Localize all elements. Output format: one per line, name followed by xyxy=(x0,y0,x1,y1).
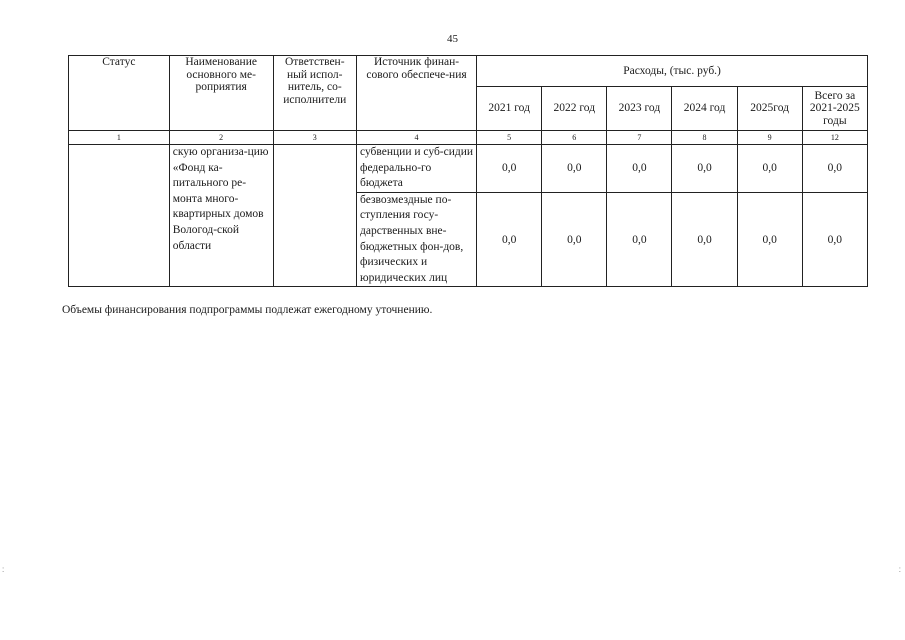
edge-mark-left: : xyxy=(2,565,5,574)
header-total: Всего за 2021-2025 годы xyxy=(802,87,867,131)
funding-source-cell: субвенции и суб-сидии федерально-го бюджета xyxy=(357,145,477,193)
value-cell: 0,0 xyxy=(477,145,542,193)
value-cell: 0,0 xyxy=(737,145,802,193)
column-number: 4 xyxy=(357,131,477,145)
header-year-2022: 2022 год xyxy=(542,87,607,131)
value-cell: 0,0 xyxy=(802,145,867,193)
responsible-cell xyxy=(273,145,356,287)
value-cell: 0,0 xyxy=(607,145,672,193)
header-year-2024: 2024 год xyxy=(672,87,737,131)
edge-mark-right: : xyxy=(898,565,901,574)
value-cell: 0,0 xyxy=(477,192,542,287)
header-event-name: Наименование основного ме-роприятия xyxy=(169,56,273,131)
header-year-2025: 2025год xyxy=(737,87,802,131)
header-year-2023: 2023 год xyxy=(607,87,672,131)
page-number: 45 xyxy=(447,33,458,45)
column-number: 2 xyxy=(169,131,273,145)
header-funding-source: Источник финан-сового обеспече-ния xyxy=(357,56,477,131)
value-cell: 0,0 xyxy=(542,192,607,287)
header-expenses: Расходы, (тыс. руб.) xyxy=(477,56,868,87)
column-number: 5 xyxy=(477,131,542,145)
column-number: 8 xyxy=(672,131,737,145)
header-status: Статус xyxy=(69,56,170,131)
value-cell: 0,0 xyxy=(802,192,867,287)
value-cell: 0,0 xyxy=(672,192,737,287)
table-row xyxy=(69,145,868,193)
status-cell xyxy=(69,145,170,287)
header-responsible: Ответствен-ный испол-нитель, со-исполнители xyxy=(273,56,356,131)
value-cell: 0,0 xyxy=(607,192,672,287)
funding-source-cell: безвозмездные по-ступления госу-дарственных вне-бюджетных фон-дов, физических и юридических лиц xyxy=(357,192,477,287)
column-number: 9 xyxy=(737,131,802,145)
value-cell: 0,0 xyxy=(737,192,802,287)
column-number: 7 xyxy=(607,131,672,145)
value-cell: 0,0 xyxy=(672,145,737,193)
column-number-row xyxy=(69,131,868,145)
header-year-2021: 2021 год xyxy=(477,87,542,131)
event-name-cell: скую организа-цию «Фонд ка-питального ре-монта много-квартирных домов Вологод-ской области xyxy=(169,145,273,287)
financing-footnote: Объемы финансирования подпрограммы подлежат ежегодному уточнению. xyxy=(62,304,433,316)
value-cell: 0,0 xyxy=(542,145,607,193)
column-number: 3 xyxy=(273,131,356,145)
column-number: 6 xyxy=(542,131,607,145)
funding-table xyxy=(68,55,868,287)
column-number: 12 xyxy=(802,131,867,145)
column-number: 1 xyxy=(69,131,170,145)
